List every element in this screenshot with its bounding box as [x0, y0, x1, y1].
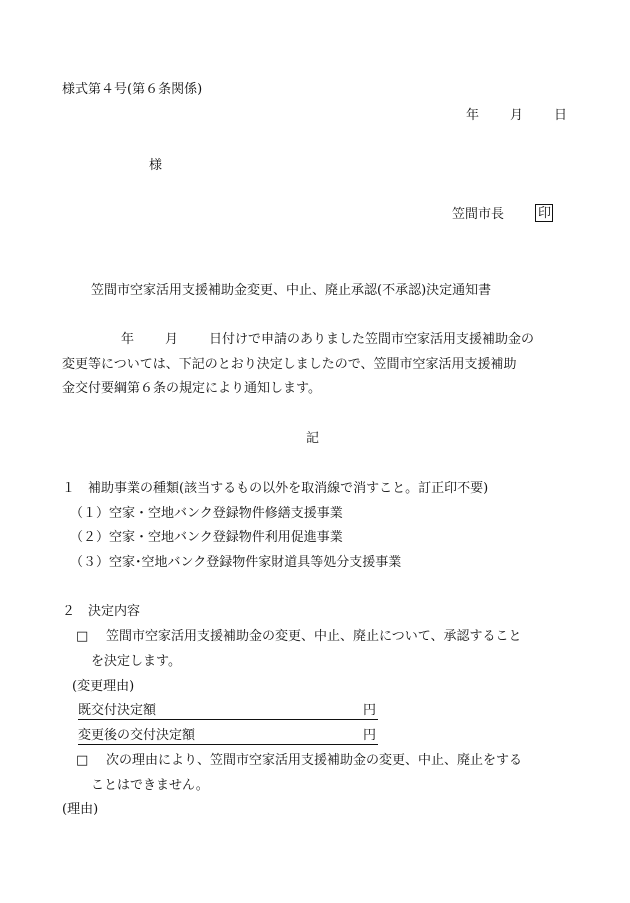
amount-row-changed — [78, 729, 378, 745]
deny-line-2: ことはできません。 — [91, 778, 209, 793]
sender-title: 笠間市長 — [452, 207, 505, 222]
addressee-honorific: 様 — [149, 158, 163, 173]
section1-item-3: （３）空家･空地バンク登録物件家財道具等処分支援事業 — [70, 555, 402, 570]
section2-heading: ２ 決定内容 — [62, 604, 141, 619]
seal-stamp — [535, 204, 553, 222]
form-number: 様式第４号(第６条関係) — [62, 82, 203, 97]
approve-line-2: を決定します。 — [91, 654, 181, 669]
date-year-label: 年 — [466, 108, 480, 123]
reason-label: (理由) — [62, 802, 99, 817]
document-title: 笠間市空家活用支援補助金変更、中止、廃止承認(不承認)決定通知書 — [91, 283, 492, 298]
section1-item-1: （１）空家・空地バンク登録物件修繕支援事業 — [70, 506, 343, 521]
amount-row-prior — [78, 704, 378, 720]
body-line-3: 金交付要綱第６条の規定により通知します。 — [62, 381, 321, 396]
body-month-label: 月 — [165, 332, 179, 347]
amount-row-changed-unit: 円 — [362, 728, 376, 743]
amount-row-prior-label: 既交付決定額 — [78, 703, 157, 718]
amount-row-prior-unit: 円 — [362, 703, 376, 718]
deny-checkbox[interactable]: □ — [76, 753, 89, 768]
approve-checkbox[interactable]: □ — [76, 629, 89, 644]
date-day-label: 日 — [554, 108, 568, 123]
body-line-2: 変更等については、下記のとおり決定しましたので、笠間市空家活用支援補助 — [62, 357, 517, 372]
amount-row-changed-label: 変更後の交付決定額 — [78, 728, 196, 743]
ki-heading: 記 — [306, 431, 320, 446]
section1-heading: １ 補助事業の種類(該当するもの以外を取消線で消すこと。訂正印不要) — [62, 481, 489, 496]
approve-line-1: 笠間市空家活用支援補助金の変更、中止、廃止について、承認すること — [106, 629, 522, 644]
seal-mark: 印 — [535, 204, 553, 222]
deny-line-1: 次の理由により、笠間市空家活用支援補助金の変更、中止、廃止をする — [106, 753, 523, 768]
date-month-label: 月 — [510, 108, 524, 123]
change-reason-label: (変更理由) — [72, 679, 135, 694]
section1-item-2: （２）空家・空地バンク登録物件利用促進事業 — [70, 530, 343, 545]
body-year-label: 年 — [121, 332, 135, 347]
body-line-1: 日付けで申請のありました笠間市空家活用支援補助金の — [209, 332, 535, 347]
